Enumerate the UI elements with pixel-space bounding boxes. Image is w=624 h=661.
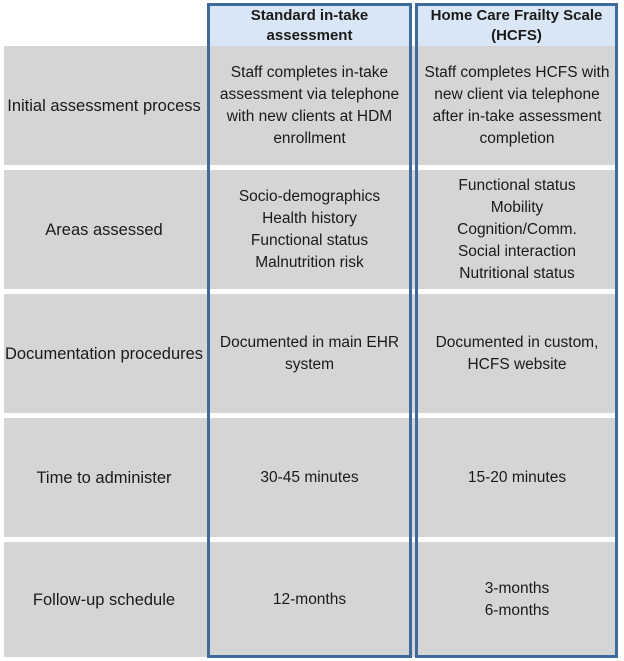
cell-line: Documented in main EHR system [219, 333, 400, 373]
table-row [4, 418, 616, 537]
standard-cell [211, 170, 408, 289]
standard-cell [211, 294, 408, 413]
standard-cell [211, 46, 408, 165]
cell-line: 15-20 minutes [467, 468, 567, 486]
cell-line: 30-45 minutes [260, 468, 359, 486]
cell-line: Socio-demographics [238, 187, 381, 205]
cell-line: Functional status [458, 176, 576, 194]
table-row [4, 46, 616, 165]
cell-line: Functional status [250, 231, 369, 249]
hcfs-cell [418, 294, 616, 413]
row-label: Follow-up schedule [32, 590, 176, 609]
row-label: Documentation procedures [4, 344, 204, 363]
hcfs-cell [418, 46, 616, 165]
cell-line: Malnutrition risk [255, 253, 364, 271]
table-row [4, 294, 616, 413]
hcfs-cell [418, 418, 616, 537]
cell-line: Nutritional status [459, 264, 575, 282]
standard-cell [211, 418, 408, 537]
cell-line: Health history [262, 209, 357, 227]
cell-line: Mobility [490, 198, 544, 216]
column-header-hcfs-text: Home Care Frailty Scale (HCFS) [430, 6, 603, 44]
cell-line: Staff completes in-take assessment via telephone with new clients at HDM enrollment [219, 63, 400, 147]
row-label: Time to administer [36, 468, 172, 487]
cell-line: 12-months [272, 590, 347, 608]
cell-line: 3-months [484, 579, 550, 597]
cell-line: Staff completes HCFS with new client via telephone after in-take assessment completion [424, 63, 610, 147]
column-header-standard-text: Standard in-take assessment [250, 6, 369, 44]
table-row [4, 542, 616, 657]
cell-line: Social interaction [457, 242, 577, 260]
hcfs-cell [418, 170, 616, 289]
column-header-standard [209, 5, 410, 46]
row-label: Initial assessment process [7, 96, 201, 115]
table-row [4, 170, 616, 289]
cell-line: 6-months [484, 601, 550, 619]
row-label: Areas assessed [45, 220, 163, 239]
hcfs-cell [418, 542, 616, 657]
cell-line: Documented in custom, HCFS website [435, 333, 599, 373]
standard-cell [211, 542, 408, 657]
column-header-hcfs [417, 5, 616, 46]
cell-line: Cognition/Comm. [457, 220, 577, 238]
